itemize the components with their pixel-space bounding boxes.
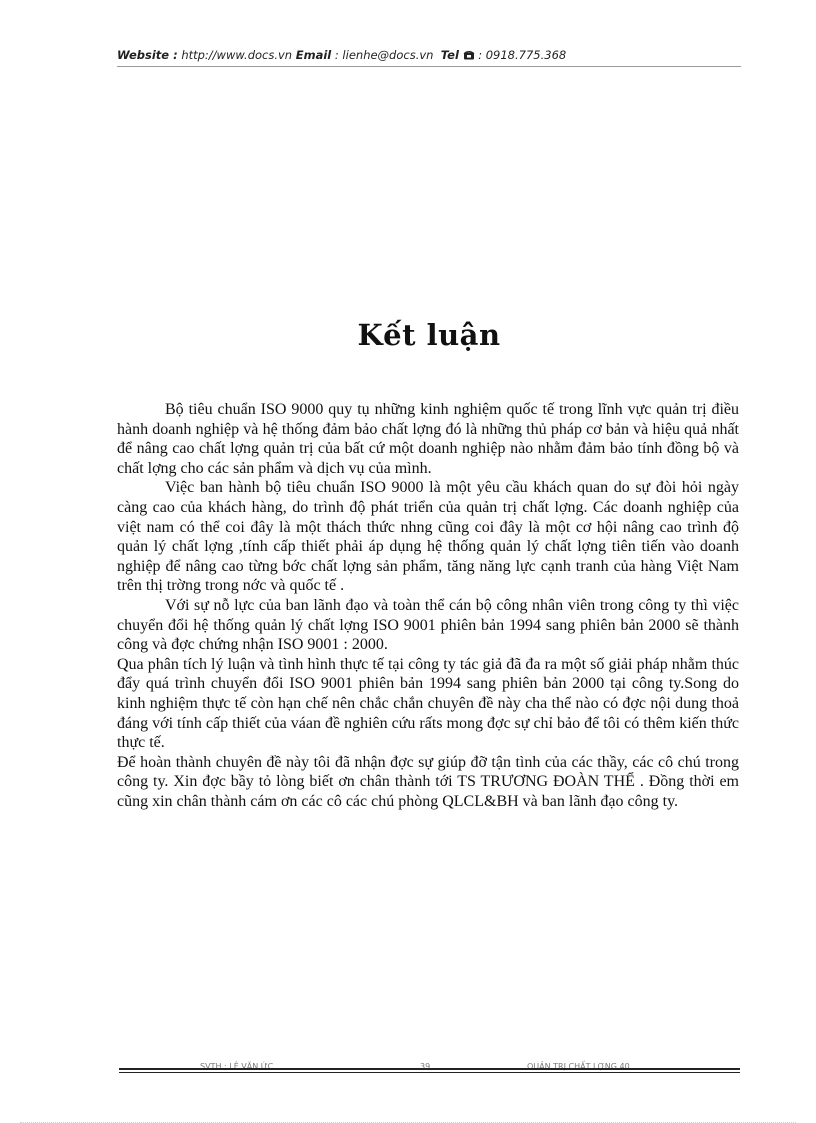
paragraph: Với sự nỗ lực của ban lãnh đạo và toàn thể cán bộ công nhân viên trong công ty thì việc chuyển đổi hệ thống quản lý chất lợng ISO 9001 phiên bản 1994 sang phiên bản 2000 sẽ thành công và đợc chứng nhận ISO 9001 : 2000. bbox=[117, 596, 739, 654]
header-divider bbox=[117, 66, 741, 67]
tel-label: Tel bbox=[440, 48, 459, 62]
paragraph: Để hoàn thành chuyên đề này tôi đã nhận đợc sự giúp đỡ tận tình của các thầy, các cô chú trong công ty. Xin đợc bầy tỏ lòng biết ơn chân thành tới TS TRƯƠNG ĐOÀN THỂ . Đồng thời em cũng xin chân thành cám ơn các cô các chú phòng QLCL&BH và ban lãnh đạo công ty. bbox=[117, 753, 739, 810]
page-header bbox=[117, 48, 741, 62]
page-title: Kết luận bbox=[357, 318, 501, 352]
footer-department: QUẢN TRỊ CHẤT LỢNG 40 bbox=[527, 1062, 630, 1071]
website-label: Website : bbox=[117, 48, 178, 62]
email-label: Email bbox=[295, 48, 332, 62]
paragraph: Việc ban hành bộ tiêu chuẩn ISO 9000 là một yêu cầu khách quan do sự đòi hỏi ngày càng cao của khách hàng, do trình độ phát triển của quản trị chất lợng. Các doanh nghiệp của việt nam có thể coi đây là một thách thức nhng cũng coi đây là một cơ hội nâng cao trình độ quản lý chất lợng ,tính cấp thiết phải áp dụng hệ thống quản lý chất lợng tiên tiến vào doanh nghiệp để nâng cao từng bớc chất lợng sản phẩm, tăng năng lực cạnh tranh của hàng Việt Nam trên thị trờng trong nớc và quốc tế . bbox=[117, 479, 739, 595]
footer-author: SVTH : LÊ VĂN ỨC bbox=[200, 1062, 274, 1071]
tel-value: : 0918.775.368 bbox=[478, 48, 567, 62]
body-text bbox=[117, 400, 739, 811]
footer-page-number: 39 bbox=[420, 1062, 431, 1071]
phone-icon bbox=[463, 50, 475, 60]
footer-divider bbox=[119, 1068, 740, 1070]
website-value[interactable]: http://www.docs.vn bbox=[181, 48, 293, 62]
email-value[interactable]: : lienhe@docs.vn bbox=[334, 48, 434, 62]
paragraph: Bộ tiêu chuẩn ISO 9000 quy tụ những kinh nghiệm quốc tế trong lĩnh vực quản trị điều hành doanh nghiệp và hệ thống đảm bảo chất lợng đó là những thủ pháp cơ bản và hiệu quả nhất để nâng cao chất lợng quản trị của bất cứ một doanh nghiệp nào nhằm đảm bảo tính đồng bộ và chất lợng cho các sản phẩm và dịch vụ của mình. bbox=[117, 401, 739, 477]
footer-divider-thin bbox=[119, 1072, 740, 1073]
paragraph: Qua phân tích lý luận và tình hình thực tế tại công ty tác giả đã đa ra một số giải pháp nhằm thúc đẩy quá trình chuyển đổi ISO 9001 phiên bản 1994 sang phiên bản 2000 tại công ty.Song do kinh nghiệm thực tế còn hạn chế nên chắc chắn chuyên đề này cha thể nào có đợc nội dung thoả đáng với tính cấp thiết của váan đề nghiên cứu rấts mong đợc sự chỉ bảo để tôi có thêm kiến thức thực tế. bbox=[117, 655, 739, 752]
